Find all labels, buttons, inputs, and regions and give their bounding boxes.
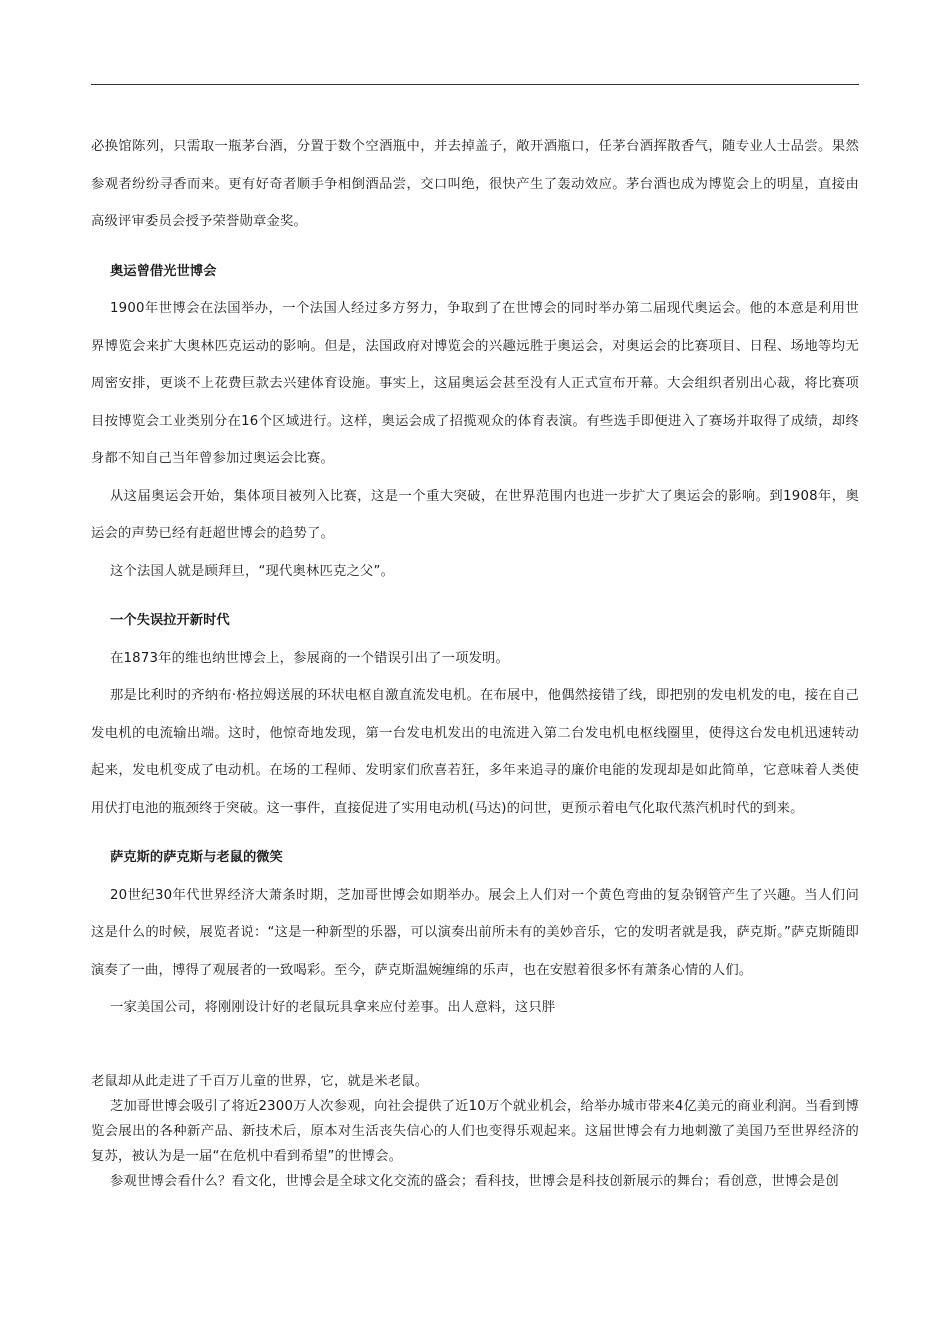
paragraph: 20世纪30年代世界经济大萧条时期，芝加哥世博会如期举办。展会上人们对一个黄色弯曲的复杂钢管产生了兴趣。当人们问这是什么的时候，展览者说：“这是一种新型的乐器，可以演奏出前所未有的美妙音乐，它的发明者就是我，萨克斯。”萨克斯随即演奏了一曲，博得了观展者的一致喝彩。至今，萨克斯温婉缠绵的乐声，也在安慰着很多怀有萧条心情的人们。 bbox=[91, 887, 859, 978]
header-rule bbox=[91, 84, 859, 85]
paragraph: 一家美国公司，将刚刚设计好的老鼠玩具拿来应付差事。出人意料，这只胖 bbox=[110, 1000, 556, 1015]
section-heading: 萨克斯的萨克斯与老鼠的微笑 bbox=[110, 850, 283, 865]
document-body bbox=[91, 128, 859, 1027]
paragraph: 老鼠却从此走进了千百万儿童的世界，它，就是米老鼠。 bbox=[91, 1074, 429, 1089]
paragraph: 参观世博会看什么？看文化，世博会是全球文化交流的盛会；看科技，世博会是科技创新展示的舞台；看创意，世博会是创 bbox=[110, 1174, 839, 1189]
paragraph: 1900年世博会在法国举办，一个法国人经过多方努力，争取到了在世博会的同时举办第二届现代奥运会。他的本意是利用世界博览会来扩大奥林匹克运动的影响。但是，法国政府对博览会的兴趣远胜于奥运会，对奥运会的比赛项目、日程、场地等均无周密安排，更谈不上花费巨款去兴建体育设施。事实上，这届奥运会甚至没有人正式宣布开幕。大会组织者别出心裁，将比赛项目按博览会工业类别分在16个区域进行。这样，奥运会成了招揽观众的体育表演。有些选手即便进入了赛场并取得了成绩，却终身都不知自己当年曾参加过奥运会比赛。 bbox=[91, 301, 859, 466]
paragraph: 必换馆陈列，只需取一瓶茅台酒，分置于数个空酒瓶中，并去掉盖子，敞开酒瓶口，任茅台酒挥散香气，随专业人士品尝。果然参观者纷纷寻香而来。更有好奇者顺手争相倒酒品尝，交口叫绝，很快产生了轰动效应。茅台酒也成为博览会上的明星，直接由高级评审委员会授予荣誉勋章金奖。 bbox=[91, 139, 859, 229]
section-heading: 奥运曾借光世博会 bbox=[110, 263, 217, 279]
document-tail bbox=[91, 1069, 859, 1194]
paragraph: 芝加哥世博会吸引了将近2300万人次参观，向社会提供了近10万个就业机会，给举办城市带来4亿美元的商业利润。当看到博览会展出的各种新产品、新技术后，原本对生活丧失信心的人们也变得乐观起来。这届世博会有力地刺激了美国乃至世界经济的复苏，被认为是一届“在危机中看到希望”的世博会。 bbox=[91, 1099, 859, 1164]
paragraph: 在1873年的维也纳世博会上，参展商的一个错误引出了一项发明。 bbox=[110, 650, 510, 666]
paragraph: 这个法国人就是顾拜旦，“现代奥林匹克之父”。 bbox=[110, 563, 395, 579]
paragraph: 从这届奥运会开始，集体项目被列入比赛，这是一个重大突破，在世界范围内也进一步扩大了奥运会的影响。到1908年，奥运会的声势已经有赶超世博会的趋势了。 bbox=[91, 488, 859, 541]
section-heading: 一个失误拉开新时代 bbox=[110, 613, 230, 628]
paragraph: 那是比利时的齐纳布·格拉姆送展的环状电枢自激直流发电机。在布展中，他偶然接错了线，即把别的发电机发的电，接在自己发电机的电流输出端。这时，他惊奇地发现，第一台发电机发出的电流进入第二台发电机电枢线圈里，使得这台发电机迅速转动起来，发电机变成了电动机。在场的工程师、发明家们欣喜若狂，多年来追寻的廉价电能的发现却是如此简单，它意味着人类使用伏打电池的瓶颈终于突破。这一事件，直接促进了实用电动机(马达)的问世，更预示着电气化取代蒸汽机时代的到来。 bbox=[91, 688, 859, 816]
